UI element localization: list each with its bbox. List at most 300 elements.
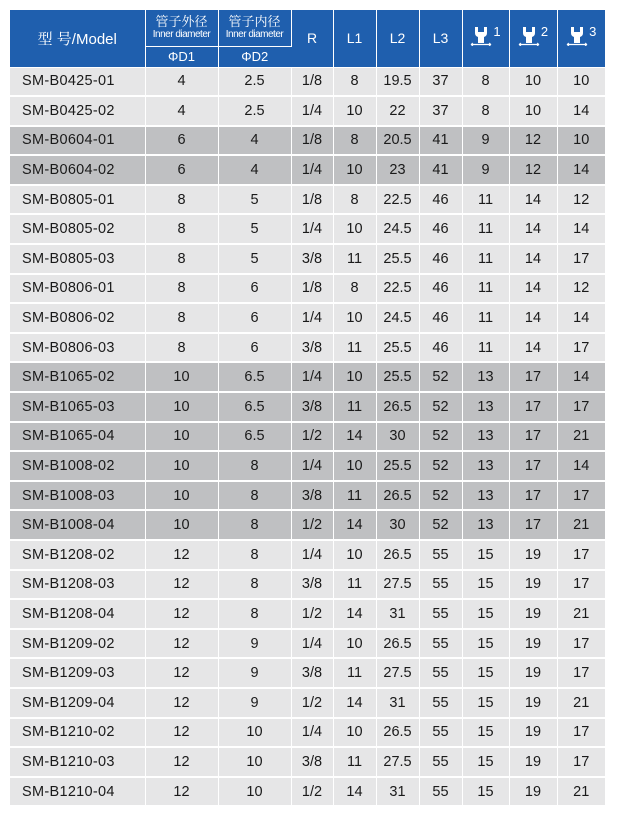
cell-l1: 10 — [333, 451, 376, 481]
cell-model: SM-B1210-03 — [10, 747, 145, 777]
table-row — [10, 362, 605, 392]
cell-l2: 31 — [376, 688, 419, 718]
cell-d1: 10 — [145, 422, 218, 452]
cell-w2: 14 — [509, 274, 557, 304]
cell-model: SM-B1208-04 — [10, 599, 145, 629]
cell-l3: 46 — [419, 185, 462, 215]
table-row — [10, 67, 605, 96]
cell-l1: 10 — [333, 718, 376, 748]
cell-w3: 14 — [557, 362, 605, 392]
cell-l2: 27.5 — [376, 570, 419, 600]
cell-w2: 14 — [509, 214, 557, 244]
header-d1 — [145, 10, 218, 46]
cell-l3: 55 — [419, 540, 462, 570]
cell-model: SM-B0806-03 — [10, 333, 145, 363]
cell-l1: 11 — [333, 570, 376, 600]
cell-w2: 19 — [509, 747, 557, 777]
cell-l2: 19.5 — [376, 67, 419, 96]
cell-w3: 21 — [557, 422, 605, 452]
cell-model: SM-B1008-02 — [10, 451, 145, 481]
table-header — [10, 10, 605, 67]
cell-w2: 12 — [509, 155, 557, 185]
cell-l2: 22.5 — [376, 185, 419, 215]
cell-d2: 10 — [218, 777, 291, 807]
cell-w1: 15 — [462, 658, 509, 688]
cell-l1: 11 — [333, 747, 376, 777]
cell-d2: 9 — [218, 658, 291, 688]
header-l3: L3 — [419, 10, 462, 67]
cell-l2: 26.5 — [376, 540, 419, 570]
cell-d2: 5 — [218, 244, 291, 274]
cell-w3: 17 — [557, 747, 605, 777]
header-wrench-3 — [557, 10, 605, 67]
cell-w1: 15 — [462, 540, 509, 570]
cell-w1: 13 — [462, 451, 509, 481]
cell-l1: 14 — [333, 777, 376, 807]
cell-l2: 31 — [376, 777, 419, 807]
cell-model: SM-B1208-02 — [10, 540, 145, 570]
cell-model: SM-B0425-02 — [10, 96, 145, 126]
table-row — [10, 96, 605, 126]
cell-d1: 12 — [145, 540, 218, 570]
spec-table — [10, 10, 605, 807]
cell-r: 3/8 — [291, 333, 333, 363]
table-row — [10, 333, 605, 363]
cell-model: SM-B1208-03 — [10, 570, 145, 600]
cell-l1: 10 — [333, 96, 376, 126]
cell-l3: 55 — [419, 747, 462, 777]
table-row — [10, 629, 605, 659]
cell-r: 1/4 — [291, 303, 333, 333]
table-row — [10, 747, 605, 777]
cell-d1: 10 — [145, 481, 218, 511]
cell-model: SM-B1209-03 — [10, 658, 145, 688]
cell-d2: 8 — [218, 451, 291, 481]
table-row — [10, 155, 605, 185]
cell-r: 1/4 — [291, 96, 333, 126]
cell-r: 1/2 — [291, 688, 333, 718]
cell-d1: 8 — [145, 303, 218, 333]
cell-w2: 17 — [509, 392, 557, 422]
cell-w3: 12 — [557, 274, 605, 304]
cell-l1: 11 — [333, 244, 376, 274]
cell-d2: 4 — [218, 126, 291, 156]
header-d1-cn: 管子外径 — [155, 14, 208, 30]
cell-l2: 31 — [376, 599, 419, 629]
cell-w3: 21 — [557, 599, 605, 629]
cell-r: 1/2 — [291, 510, 333, 540]
cell-d1: 10 — [145, 510, 218, 540]
spec-table-container — [10, 10, 605, 807]
cell-l3: 37 — [419, 67, 462, 96]
cell-l1: 10 — [333, 155, 376, 185]
cell-l3: 55 — [419, 629, 462, 659]
cell-d1: 12 — [145, 599, 218, 629]
cell-w1: 13 — [462, 392, 509, 422]
cell-d2: 4 — [218, 155, 291, 185]
cell-w2: 17 — [509, 422, 557, 452]
cell-model: SM-B0806-01 — [10, 274, 145, 304]
cell-d2: 6.5 — [218, 422, 291, 452]
cell-w1: 15 — [462, 718, 509, 748]
header-wrench-1 — [462, 10, 509, 67]
cell-model: SM-B0805-02 — [10, 214, 145, 244]
cell-l1: 8 — [333, 67, 376, 96]
cell-w2: 19 — [509, 688, 557, 718]
cell-w3: 17 — [557, 244, 605, 274]
cell-l2: 30 — [376, 510, 419, 540]
cell-d1: 10 — [145, 362, 218, 392]
cell-w2: 17 — [509, 481, 557, 511]
cell-w3: 10 — [557, 67, 605, 96]
cell-d2: 2.5 — [218, 67, 291, 96]
header-l2: L2 — [376, 10, 419, 67]
cell-l2: 30 — [376, 422, 419, 452]
cell-d2: 8 — [218, 599, 291, 629]
cell-d1: 12 — [145, 570, 218, 600]
table-row — [10, 777, 605, 807]
cell-l1: 10 — [333, 629, 376, 659]
cell-l3: 41 — [419, 155, 462, 185]
cell-l1: 14 — [333, 510, 376, 540]
cell-w1: 8 — [462, 96, 509, 126]
cell-r: 1/4 — [291, 214, 333, 244]
cell-r: 1/2 — [291, 599, 333, 629]
cell-w1: 13 — [462, 362, 509, 392]
cell-model: SM-B1210-02 — [10, 718, 145, 748]
cell-d1: 12 — [145, 718, 218, 748]
cell-w2: 19 — [509, 629, 557, 659]
cell-w3: 12 — [557, 185, 605, 215]
table-row — [10, 185, 605, 215]
cell-d1: 6 — [145, 126, 218, 156]
header-model: 型 号/Model — [10, 10, 145, 67]
cell-model: SM-B1065-02 — [10, 362, 145, 392]
cell-l3: 52 — [419, 451, 462, 481]
header-wrench-3-label: 3 — [589, 23, 597, 39]
cell-r: 1/4 — [291, 155, 333, 185]
cell-l1: 14 — [333, 422, 376, 452]
table-row — [10, 303, 605, 333]
cell-l2: 27.5 — [376, 747, 419, 777]
cell-l1: 10 — [333, 540, 376, 570]
cell-w3: 17 — [557, 481, 605, 511]
header-d1-en: Inner diameter — [152, 29, 211, 41]
cell-w2: 17 — [509, 362, 557, 392]
cell-l3: 52 — [419, 362, 462, 392]
cell-l3: 46 — [419, 333, 462, 363]
cell-w1: 13 — [462, 422, 509, 452]
cell-d1: 12 — [145, 658, 218, 688]
cell-r: 1/8 — [291, 274, 333, 304]
header-d1-symbol: ΦD1 — [145, 46, 218, 67]
cell-w3: 17 — [557, 718, 605, 748]
cell-l3: 52 — [419, 422, 462, 452]
cell-w3: 17 — [557, 658, 605, 688]
cell-model: SM-B0425-01 — [10, 67, 145, 96]
wrench-icon — [518, 26, 540, 46]
table-row — [10, 510, 605, 540]
cell-d1: 12 — [145, 747, 218, 777]
cell-l2: 26.5 — [376, 392, 419, 422]
table-body — [10, 67, 605, 806]
table-row — [10, 451, 605, 481]
cell-r: 3/8 — [291, 244, 333, 274]
cell-model: SM-B0805-03 — [10, 244, 145, 274]
cell-r: 1/4 — [291, 540, 333, 570]
wrench-icon — [470, 26, 492, 46]
cell-r: 1/4 — [291, 718, 333, 748]
table-row — [10, 481, 605, 511]
table-row — [10, 126, 605, 156]
cell-w3: 14 — [557, 303, 605, 333]
cell-l2: 25.5 — [376, 451, 419, 481]
cell-d1: 8 — [145, 244, 218, 274]
table-row — [10, 422, 605, 452]
cell-model: SM-B0604-02 — [10, 155, 145, 185]
table-row — [10, 392, 605, 422]
cell-w3: 14 — [557, 155, 605, 185]
cell-d1: 12 — [145, 629, 218, 659]
cell-r: 3/8 — [291, 481, 333, 511]
cell-w2: 17 — [509, 451, 557, 481]
cell-l1: 10 — [333, 303, 376, 333]
cell-l2: 25.5 — [376, 362, 419, 392]
cell-d2: 5 — [218, 185, 291, 215]
cell-w3: 10 — [557, 126, 605, 156]
cell-d2: 10 — [218, 747, 291, 777]
cell-l1: 10 — [333, 362, 376, 392]
cell-l3: 55 — [419, 718, 462, 748]
cell-d2: 6 — [218, 333, 291, 363]
cell-d2: 2.5 — [218, 96, 291, 126]
cell-l3: 55 — [419, 599, 462, 629]
cell-d2: 6.5 — [218, 392, 291, 422]
cell-l1: 8 — [333, 126, 376, 156]
table-row — [10, 688, 605, 718]
cell-w1: 11 — [462, 214, 509, 244]
cell-w1: 15 — [462, 599, 509, 629]
header-r: R — [291, 10, 333, 67]
cell-d2: 8 — [218, 481, 291, 511]
header-d2-en: Inner diameter — [225, 29, 284, 41]
cell-w1: 15 — [462, 629, 509, 659]
cell-d1: 8 — [145, 214, 218, 244]
cell-l2: 24.5 — [376, 214, 419, 244]
cell-r: 3/8 — [291, 570, 333, 600]
cell-w1: 11 — [462, 185, 509, 215]
cell-w3: 21 — [557, 510, 605, 540]
cell-l1: 14 — [333, 688, 376, 718]
cell-l1: 11 — [333, 481, 376, 511]
cell-l2: 22 — [376, 96, 419, 126]
cell-r: 1/8 — [291, 185, 333, 215]
cell-d2: 10 — [218, 718, 291, 748]
cell-w3: 14 — [557, 451, 605, 481]
cell-l3: 46 — [419, 244, 462, 274]
cell-d1: 4 — [145, 67, 218, 96]
cell-w2: 19 — [509, 777, 557, 807]
cell-w1: 13 — [462, 481, 509, 511]
cell-d1: 4 — [145, 96, 218, 126]
table-row — [10, 274, 605, 304]
cell-model: SM-B0805-01 — [10, 185, 145, 215]
cell-w2: 10 — [509, 67, 557, 96]
cell-l3: 46 — [419, 274, 462, 304]
cell-r: 3/8 — [291, 747, 333, 777]
cell-w3: 21 — [557, 777, 605, 807]
cell-d2: 6 — [218, 303, 291, 333]
cell-l3: 46 — [419, 303, 462, 333]
cell-l3: 55 — [419, 688, 462, 718]
cell-w2: 19 — [509, 540, 557, 570]
table-row — [10, 599, 605, 629]
cell-w2: 14 — [509, 333, 557, 363]
cell-r: 1/4 — [291, 629, 333, 659]
cell-l1: 8 — [333, 274, 376, 304]
cell-w1: 11 — [462, 274, 509, 304]
cell-d2: 8 — [218, 510, 291, 540]
table-row — [10, 244, 605, 274]
cell-l1: 8 — [333, 185, 376, 215]
cell-w1: 13 — [462, 510, 509, 540]
cell-w2: 19 — [509, 570, 557, 600]
cell-l2: 20.5 — [376, 126, 419, 156]
cell-r: 1/4 — [291, 362, 333, 392]
cell-w3: 17 — [557, 540, 605, 570]
cell-model: SM-B1065-03 — [10, 392, 145, 422]
cell-model: SM-B0604-01 — [10, 126, 145, 156]
cell-r: 1/4 — [291, 451, 333, 481]
table-row — [10, 540, 605, 570]
cell-l3: 37 — [419, 96, 462, 126]
cell-r: 1/2 — [291, 777, 333, 807]
cell-w1: 15 — [462, 747, 509, 777]
cell-w3: 14 — [557, 214, 605, 244]
cell-w2: 14 — [509, 244, 557, 274]
cell-d1: 8 — [145, 274, 218, 304]
cell-d2: 8 — [218, 540, 291, 570]
cell-l2: 25.5 — [376, 333, 419, 363]
cell-model: SM-B1210-04 — [10, 777, 145, 807]
cell-d2: 5 — [218, 214, 291, 244]
cell-w1: 11 — [462, 244, 509, 274]
cell-w3: 21 — [557, 688, 605, 718]
cell-w3: 17 — [557, 392, 605, 422]
cell-d1: 10 — [145, 451, 218, 481]
cell-w1: 9 — [462, 155, 509, 185]
header-wrench-2-label: 2 — [540, 23, 549, 39]
table-row — [10, 570, 605, 600]
cell-d1: 6 — [145, 155, 218, 185]
header-d2-symbol: ΦD2 — [218, 46, 291, 67]
cell-r: 1/8 — [291, 126, 333, 156]
header-l1: L1 — [333, 10, 376, 67]
cell-w1: 9 — [462, 126, 509, 156]
cell-d1: 8 — [145, 185, 218, 215]
cell-l2: 22.5 — [376, 274, 419, 304]
cell-d2: 9 — [218, 629, 291, 659]
table-row — [10, 718, 605, 748]
cell-r: 1/8 — [291, 67, 333, 96]
cell-w1: 11 — [462, 303, 509, 333]
cell-l3: 55 — [419, 777, 462, 807]
cell-d1: 8 — [145, 333, 218, 363]
cell-w3: 14 — [557, 96, 605, 126]
header-wrench-2 — [509, 10, 557, 67]
cell-l3: 41 — [419, 126, 462, 156]
cell-l3: 52 — [419, 481, 462, 511]
cell-d2: 6.5 — [218, 362, 291, 392]
cell-l2: 26.5 — [376, 629, 419, 659]
cell-d2: 6 — [218, 274, 291, 304]
cell-r: 3/8 — [291, 658, 333, 688]
cell-w1: 15 — [462, 688, 509, 718]
cell-d1: 10 — [145, 392, 218, 422]
cell-l3: 52 — [419, 392, 462, 422]
cell-w3: 17 — [557, 333, 605, 363]
cell-l3: 55 — [419, 658, 462, 688]
cell-d1: 12 — [145, 777, 218, 807]
cell-d1: 12 — [145, 688, 218, 718]
cell-model: SM-B1209-04 — [10, 688, 145, 718]
cell-model: SM-B0806-02 — [10, 303, 145, 333]
cell-l2: 26.5 — [376, 718, 419, 748]
header-d2 — [218, 10, 291, 46]
cell-w2: 19 — [509, 718, 557, 748]
table-row — [10, 658, 605, 688]
cell-w2: 14 — [509, 185, 557, 215]
cell-l1: 14 — [333, 599, 376, 629]
wrench-icon — [566, 26, 588, 46]
cell-l2: 25.5 — [376, 244, 419, 274]
header-wrench-1-label: 1 — [493, 23, 501, 39]
cell-w2: 19 — [509, 599, 557, 629]
cell-r: 3/8 — [291, 392, 333, 422]
cell-l1: 10 — [333, 214, 376, 244]
cell-model: SM-B1008-04 — [10, 510, 145, 540]
cell-l3: 55 — [419, 570, 462, 600]
cell-w2: 14 — [509, 303, 557, 333]
cell-d2: 8 — [218, 570, 291, 600]
cell-w1: 8 — [462, 67, 509, 96]
cell-w2: 17 — [509, 510, 557, 540]
cell-d2: 9 — [218, 688, 291, 718]
cell-l1: 11 — [333, 333, 376, 363]
cell-model: SM-B1008-03 — [10, 481, 145, 511]
cell-l1: 11 — [333, 658, 376, 688]
cell-l2: 26.5 — [376, 481, 419, 511]
cell-w3: 17 — [557, 570, 605, 600]
cell-model: SM-B1065-04 — [10, 422, 145, 452]
cell-w1: 15 — [462, 777, 509, 807]
cell-w2: 10 — [509, 96, 557, 126]
cell-w1: 11 — [462, 333, 509, 363]
cell-w3: 17 — [557, 629, 605, 659]
header-d2-cn: 管子内径 — [228, 14, 281, 30]
cell-l3: 52 — [419, 510, 462, 540]
cell-l2: 24.5 — [376, 303, 419, 333]
cell-l3: 46 — [419, 214, 462, 244]
cell-l2: 27.5 — [376, 658, 419, 688]
cell-model: SM-B1209-02 — [10, 629, 145, 659]
cell-w1: 15 — [462, 570, 509, 600]
cell-l2: 23 — [376, 155, 419, 185]
table-row — [10, 214, 605, 244]
cell-l1: 11 — [333, 392, 376, 422]
cell-w2: 19 — [509, 658, 557, 688]
cell-w2: 12 — [509, 126, 557, 156]
